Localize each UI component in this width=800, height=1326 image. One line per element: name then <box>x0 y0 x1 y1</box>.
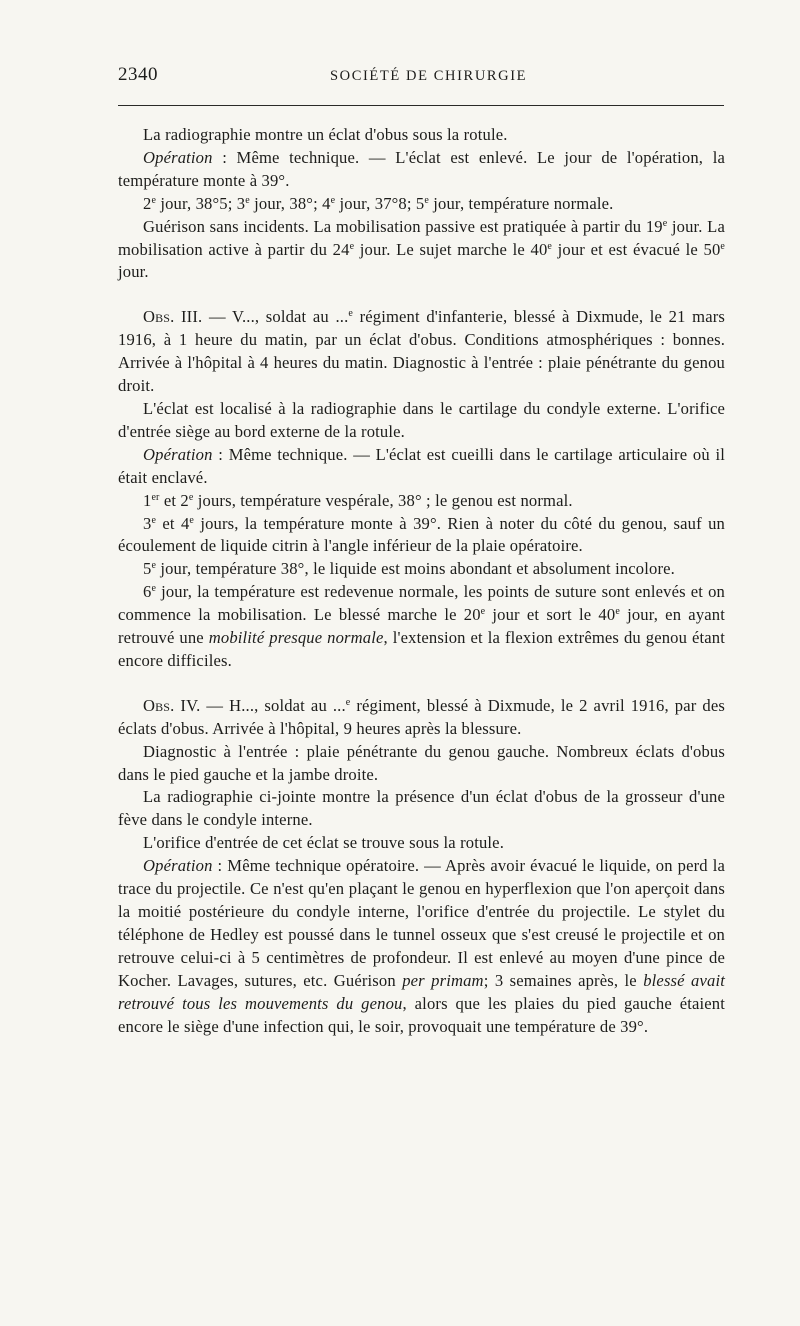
running-head: SOCIÉTÉ DE CHIRURGIE <box>330 68 528 84</box>
paragraph: Obs. IV. — H..., soldat au ...$^e$ régiment, blessé à Dixmude, le 2 avril 1916, par des éclats d'obus. Arrivée à l'hôpital, 9 heures après la blessure. <box>118 695 725 738</box>
paragraph: L'éclat est localisé à la radiographie dans le cartilage du condyle externe. L'orifice d'entrée siège au bord externe de la rotule. <box>118 398 725 441</box>
paragraph: 6e jour, la température est redevenue normale, les points de suture sont enlevés et on commence la mobilisation. Le blessé marche le 20e jour et sort le 40e jour, en ayant retrouvé une mobilité presque normale, l'extension et la flexion extrêmes du genou étant encore difficiles. <box>118 582 725 670</box>
paragraph: L'orifice d'entrée de cet éclat se trouve sous la rotule. <box>143 833 504 853</box>
observation-label: Obs. IV. <box>143 695 201 715</box>
operation-label: Opération <box>143 856 213 876</box>
paragraph: 2e jour, 38°5; 3e jour, 38°; 4e jour, 37°8; 5e jour, température normale. <box>143 193 614 213</box>
paragraph: Opération : Même technique opératoire. — Après avoir évacué le liquide, on perd la trace du projectile. Ce n'est qu'en plaçant le genou en hyperflexion que l'on aperçoit dans la moitié postérieure du condyle interne, l'orifice d'entrée du projectile. Le stylet du téléphone de Hedley est poussé dans le tunnel osseux que s'est creusé le projectile et on retrouve celui-ci à 5 centimètres de profondeur. Il est enlevé au moyen d'une pince de Kocher. Lavages, sutures, etc. Guérison per primam; 3 semaines après, le blessé avait retrouvé tous les mouvements du genou, alors que les plaies du pied gauche étaient encore le siège d'une infection qui, le soir, provoquait une température de 39°. <box>118 856 725 1036</box>
operation-label: Opération <box>143 147 213 167</box>
paragraph: La radiographie ci-jointe montre la présence d'un éclat d'obus de la grosseur d'une fève dans le condyle interne. <box>118 787 725 830</box>
paragraph: Opération : Même technique. — L'éclat est cueilli dans le cartilage articulaire où il était enclavé. <box>118 444 725 487</box>
paragraph: Diagnostic à l'entrée : plaie pénétrante du genou gauche. Nombreux éclats d'obus dans le pied gauche et la jambe droite. <box>118 741 725 784</box>
header-rule <box>118 105 724 106</box>
paragraph: Obs. III. — V..., soldat au ...$^e$ régiment d'infanterie, blessé à Dixmude, le 21 mars 1916, à 1 heure du matin, par un éclat d'obus. Conditions atmosphériques : bonnes. Arrivée à l'hôpital à 4 heures du matin. Diagnostic à l'entrée : plaie pénétrante du genou droit. <box>118 307 725 396</box>
paragraph: 3e et 4e jours, la température monte à 39°. Rien à noter du côté du genou, sauf un écoulement de liquide citrin à l'angle inférieur de la plaie opératoire. <box>118 513 726 556</box>
operation-label: Opération <box>143 444 213 464</box>
page-header <box>118 62 724 92</box>
page-number: 2340 <box>118 64 158 85</box>
body-text <box>118 124 725 1038</box>
paragraph: 5e jour, température 38°, le liquide est moins abondant et absolument incolore. <box>143 559 675 579</box>
paragraph: Opération : Même technique. — L'éclat est enlevé. Le jour de l'opération, la température monte à 39°. <box>118 147 725 190</box>
observation-label: Obs. III. <box>143 307 203 327</box>
paragraph: Guérison sans incidents. La mobilisation passive est pratiquée à partir du 19e jour. La mobilisation active à partir du 24e jour. Le sujet marche le 40e jour et est évacué le 50e jour. <box>118 216 725 282</box>
paragraph: La radiographie montre un éclat d'obus sous la rotule. <box>143 125 508 144</box>
paragraph: 1er et 2e jours, température vespérale, 38° ; le genou est normal. <box>143 490 573 510</box>
